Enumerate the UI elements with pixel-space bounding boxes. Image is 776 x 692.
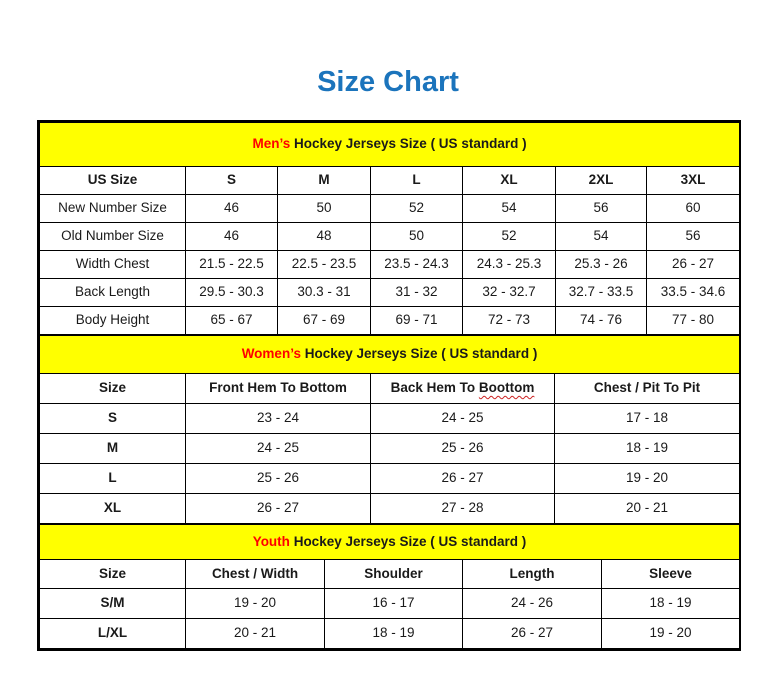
womens-column-header: Front Hem To Bottom: [186, 374, 371, 404]
youth-column-header: Size: [40, 560, 186, 589]
youth-cell-value: 16 - 17: [325, 589, 463, 619]
mens-cell-value: 50: [371, 223, 463, 251]
mens-cell-value: 31 - 32: [371, 279, 463, 307]
mens-cell-value: 26 - 27: [647, 251, 740, 279]
mens-column-header: 2XL: [556, 167, 647, 195]
mens-column-header: US Size: [40, 167, 186, 195]
womens-cell-value: 19 - 20: [555, 464, 740, 494]
mens-cell-value: 72 - 73: [463, 307, 556, 335]
womens-column-header: Size: [40, 374, 186, 404]
mens-cell-value: 52: [463, 223, 556, 251]
womens-cell-value: 25 - 26: [371, 434, 555, 464]
mens-cell-value: 21.5 - 22.5: [186, 251, 278, 279]
womens-data-row: [40, 404, 740, 434]
womens-row-label: XL: [40, 494, 186, 524]
mens-cell-value: 46: [186, 223, 278, 251]
mens-column-header: XL: [463, 167, 556, 195]
mens-banner-row: [40, 123, 740, 167]
mens-cell-value: 54: [463, 195, 556, 223]
womens-banner-text: Hockey Jerseys Size ( US standard ): [300, 346, 538, 362]
youth-banner-highlight: Youth: [252, 533, 290, 549]
mens-row-label: Body Height: [40, 307, 186, 335]
womens-data-row: [40, 464, 740, 494]
youth-row-label: L/XL: [40, 619, 186, 649]
youth-row-label: S/M: [40, 589, 186, 619]
womens-cell-value: 25 - 26: [186, 464, 371, 494]
mens-cell-value: 46: [186, 195, 278, 223]
mens-banner-highlight: Men’s: [252, 136, 291, 152]
mens-column-header: S: [186, 167, 278, 195]
youth-cell-value: 24 - 26: [463, 589, 602, 619]
womens-cell-value: 24 - 25: [371, 404, 555, 434]
misspelled-word: Boottom: [478, 380, 535, 396]
womens-column-header: Chest / Pit To Pit: [555, 374, 740, 404]
mens-cell-value: 56: [556, 195, 647, 223]
mens-data-row: [40, 223, 740, 251]
youth-column-header: Sleeve: [602, 560, 740, 589]
mens-row-label: Width Chest: [40, 251, 186, 279]
mens-cell-value: 52: [371, 195, 463, 223]
womens-row-label: M: [40, 434, 186, 464]
womens-size-table: [39, 335, 740, 524]
mens-cell-value: 30.3 - 31: [278, 279, 371, 307]
mens-size-table: [39, 122, 740, 335]
womens-row-label: L: [40, 464, 186, 494]
mens-cell-value: 56: [647, 223, 740, 251]
youth-header-row: [40, 560, 740, 589]
mens-data-row: [40, 307, 740, 335]
mens-cell-value: 24.3 - 25.3: [463, 251, 556, 279]
mens-row-label: Old Number Size: [40, 223, 186, 251]
youth-column-header: Shoulder: [325, 560, 463, 589]
womens-banner-row: [40, 336, 740, 374]
womens-cell-value: 26 - 27: [371, 464, 555, 494]
mens-cell-value: 23.5 - 24.3: [371, 251, 463, 279]
mens-cell-value: 32.7 - 33.5: [556, 279, 647, 307]
mens-cell-value: 77 - 80: [647, 307, 740, 335]
mens-cell-value: 48: [278, 223, 371, 251]
womens-section-banner: [40, 336, 740, 374]
mens-cell-value: 50: [278, 195, 371, 223]
mens-row-label: Back Length: [40, 279, 186, 307]
youth-cell-value: 19 - 20: [602, 619, 740, 649]
youth-size-table: [39, 524, 740, 649]
mens-data-row: [40, 251, 740, 279]
youth-cell-value: 20 - 21: [186, 619, 325, 649]
mens-column-header: L: [371, 167, 463, 195]
youth-section-banner: [40, 525, 740, 560]
page-title: Size Chart: [317, 66, 459, 98]
mens-cell-value: 29.5 - 30.3: [186, 279, 278, 307]
womens-cell-value: 26 - 27: [186, 494, 371, 524]
womens-data-row: [40, 494, 740, 524]
womens-column-header: Back Hem To Boottom: [371, 374, 555, 404]
womens-cell-value: 18 - 19: [555, 434, 740, 464]
mens-cell-value: 60: [647, 195, 740, 223]
womens-cell-value: 23 - 24: [186, 404, 371, 434]
size-chart: [37, 120, 741, 651]
youth-cell-value: 18 - 19: [325, 619, 463, 649]
mens-cell-value: 65 - 67: [186, 307, 278, 335]
youth-data-row: [40, 619, 740, 649]
youth-cell-value: 19 - 20: [186, 589, 325, 619]
youth-cell-value: 26 - 27: [463, 619, 602, 649]
mens-column-header: 3XL: [647, 167, 740, 195]
youth-data-row: [40, 589, 740, 619]
mens-row-label: New Number Size: [40, 195, 186, 223]
womens-cell-value: 20 - 21: [555, 494, 740, 524]
mens-section-banner: [40, 123, 740, 167]
youth-banner-row: [40, 525, 740, 560]
mens-cell-value: 25.3 - 26: [556, 251, 647, 279]
mens-cell-value: 22.5 - 23.5: [278, 251, 371, 279]
womens-banner-highlight: Women’s: [241, 346, 301, 362]
womens-cell-value: 17 - 18: [555, 404, 740, 434]
youth-banner-text: Hockey Jerseys Size ( US standard ): [289, 533, 527, 549]
womens-cell-value: 27 - 28: [371, 494, 555, 524]
mens-banner-text: Hockey Jerseys Size ( US standard ): [290, 136, 527, 152]
mens-cell-value: 32 - 32.7: [463, 279, 556, 307]
youth-column-header: Length: [463, 560, 602, 589]
womens-header-row: [40, 374, 740, 404]
womens-cell-value: 24 - 25: [186, 434, 371, 464]
mens-cell-value: 67 - 69: [278, 307, 371, 335]
mens-data-row: [40, 279, 740, 307]
youth-cell-value: 18 - 19: [602, 589, 740, 619]
mens-header-row: [40, 167, 740, 195]
mens-cell-value: 74 - 76: [556, 307, 647, 335]
mens-data-row: [40, 195, 740, 223]
mens-cell-value: 69 - 71: [371, 307, 463, 335]
mens-cell-value: 33.5 - 34.6: [647, 279, 740, 307]
mens-column-header: M: [278, 167, 371, 195]
womens-row-label: S: [40, 404, 186, 434]
womens-data-row: [40, 434, 740, 464]
mens-cell-value: 54: [556, 223, 647, 251]
youth-column-header: Chest / Width: [186, 560, 325, 589]
